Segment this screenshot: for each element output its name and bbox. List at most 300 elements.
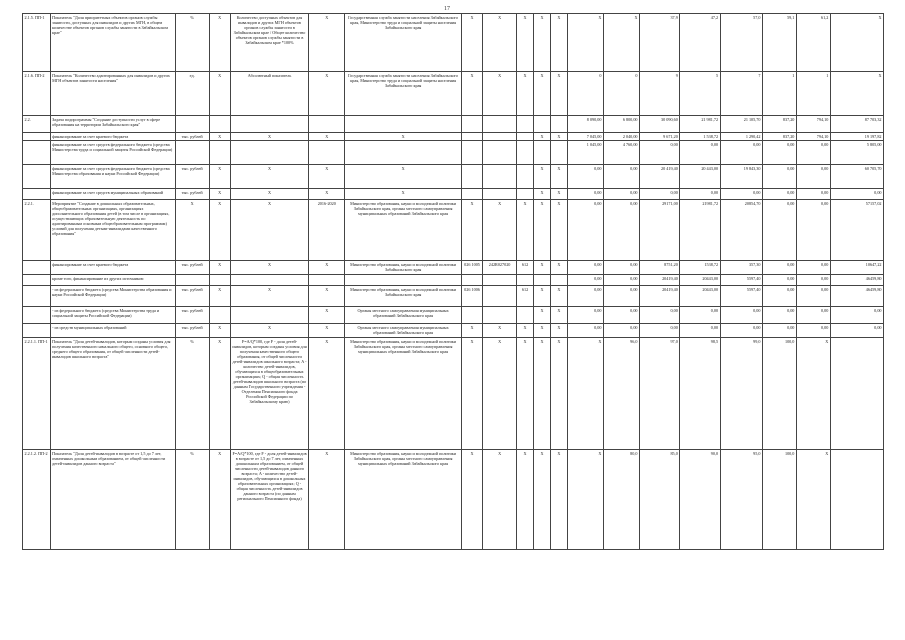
row-value-2: 0,00 (603, 324, 639, 338)
row-executor: X (345, 189, 462, 200)
row-period: X (309, 324, 345, 338)
row-code (23, 165, 51, 189)
row-value-5: 0,00 (720, 189, 762, 200)
row-executor: Министерство образования, науки и молодежной политики Забайкальского края, органы местного самоуправления муниципальных образований Забайкальского края (345, 450, 462, 550)
row-unit: тыс. рублей (175, 261, 209, 275)
row-value-5: 5597,40 (720, 275, 762, 286)
row-name: - из федерального бюджета (средства Министерства образования и науки Российской Федерации) (50, 286, 175, 307)
row-code-2 (483, 165, 517, 189)
row-value-5: 20854,70 (720, 200, 762, 261)
row-code-4: X (534, 165, 551, 189)
row-code-3 (517, 133, 534, 141)
row-col-4: X (209, 72, 230, 116)
row-name: Показатель "Доля приоритетных объектов органов службы занятости, доступных для инвалидов и других МГН, в общем количестве объектов органов службы занятости в Забайкальском крае" (50, 14, 175, 72)
row-value-1: 0,00 (567, 261, 603, 275)
row-value-7: 0,00 (796, 261, 830, 275)
row-value-5: 1 290,42 (720, 133, 762, 141)
row-code-3: X (517, 338, 534, 450)
row-code (23, 307, 51, 324)
table-row (23, 307, 884, 324)
row-value-8: X (830, 14, 883, 72)
row-code (23, 189, 51, 200)
row-code (23, 286, 51, 307)
table-row (23, 133, 884, 141)
row-value-8: 5 805,00 (830, 141, 883, 165)
row-code-1: 026 1006 (461, 286, 482, 307)
row-value-5: 0,00 (720, 141, 762, 165)
row-method: F=A/Q*100, где F - доля детей-инвалидов в возрасте от 1,5 до 7 лет, охваченных дошкольным образованием, от общей численности детей-инвалидов данного возраста; A - количество детей-инвалидов, обучающихся в дошкольных образовательных организациях; Q - общая численность детей-инвалидов данного возраста (по данным регионального Пенсионного фонда) (230, 450, 308, 550)
row-code-1 (461, 189, 482, 200)
row-value-1: 0 (567, 72, 603, 116)
row-code-2: X (483, 200, 517, 261)
row-value-7: 61,2 (796, 14, 830, 72)
row-period: X (309, 261, 345, 275)
row-value-7: X (796, 450, 830, 550)
row-col-4: X (209, 450, 230, 550)
row-unit: тыс. рублей (175, 286, 209, 307)
row-value-5: 19 843,30 (720, 165, 762, 189)
row-code-3: X (517, 72, 534, 116)
row-code-5: X (550, 72, 567, 116)
row-value-6: 0,00 (762, 261, 796, 275)
row-code-2: X (483, 324, 517, 338)
row-executor: Государственная служба занятости населения Забайкальского края, Министерство труда и социальной защиты населения Забайкальского края (345, 72, 462, 116)
row-value-2: 0,00 (603, 200, 639, 261)
row-value-6: 0,00 (762, 200, 796, 261)
row-col-4: X (209, 133, 230, 141)
row-executor: X (345, 165, 462, 189)
row-value-6: 0,00 (762, 324, 796, 338)
row-name: финансирование за счет краевого бюджета (50, 261, 175, 275)
row-value-7: X (796, 338, 830, 450)
row-value-6: 59,1 (762, 14, 796, 72)
row-executor: Органы местного самоуправления муниципальных образований Забайкальского края (345, 307, 462, 324)
row-value-2: 0,00 (603, 286, 639, 307)
row-code-3: X (517, 200, 534, 261)
row-code: 2.2.1. (23, 200, 51, 261)
row-code-3: X (517, 324, 534, 338)
row-value-3: 0,00 (640, 189, 680, 200)
row-value-1: 0,00 (567, 307, 603, 324)
row-period: X (309, 133, 345, 141)
table-row (23, 324, 884, 338)
row-value-4: 0,00 (680, 307, 720, 324)
row-code (23, 141, 51, 165)
row-code-4: X (534, 338, 551, 450)
row-value-1: X (567, 450, 603, 550)
row-value-3: 0,00 (640, 141, 680, 165)
row-name: - из федерального бюджета (средства Министерства труда и социальной защиты Российской Федерации) (50, 307, 175, 324)
row-code-3 (517, 165, 534, 189)
row-executor: X (345, 133, 462, 141)
table-row (23, 14, 884, 72)
row-code (23, 133, 51, 141)
row-code-3: X (517, 14, 534, 72)
row-code-1: X (461, 14, 482, 72)
row-unit: % (175, 14, 209, 72)
row-value-7: 0,00 (796, 307, 830, 324)
row-value-4: 1 538,72 (680, 133, 720, 141)
row-name: финансирование за счет краевого бюджета (50, 133, 175, 141)
row-method (230, 275, 308, 286)
row-value-4: 20443,00 (680, 275, 720, 286)
row-unit: X (175, 200, 209, 261)
row-code-2: X (483, 72, 517, 116)
table-row (23, 261, 884, 275)
row-code-1: X (461, 324, 482, 338)
row-code-5: X (550, 450, 567, 550)
row-value-8: 0,00 (830, 307, 883, 324)
row-code-1 (461, 275, 482, 286)
row-code: 2.1.6. ПП-2 (23, 72, 51, 116)
row-value-3: 8751,20 (640, 261, 680, 275)
row-period: X (309, 72, 345, 116)
row-value-4: 0,00 (680, 324, 720, 338)
row-code-1: X (461, 200, 482, 261)
row-code-1 (461, 141, 482, 165)
row-code-2 (483, 286, 517, 307)
row-unit: тыс. рублей (175, 165, 209, 189)
row-value-1: X (567, 338, 603, 450)
row-code-3 (517, 275, 534, 286)
row-unit (175, 141, 209, 165)
row-code-1 (461, 133, 482, 141)
row-method: X (230, 165, 308, 189)
row-code-4: X (534, 200, 551, 261)
row-col-4: X (209, 165, 230, 189)
page-number: 17 (444, 6, 450, 12)
row-value-4: 1538,72 (680, 261, 720, 275)
row-method: Количество доступных объектов для инвалидов и других МГН объектов органов службы занятости в Забайкальском крае / Общее количество объектов органов службы занятости в Забайкальском крае *100% (230, 14, 308, 72)
row-value-8: 57157,02 (830, 200, 883, 261)
row-value-3: 29171,00 (640, 200, 680, 261)
row-value-5: 99,0 (720, 338, 762, 450)
row-period: X (309, 450, 345, 550)
row-value-3: 97,0 (640, 338, 680, 450)
row-code-1: X (461, 338, 482, 450)
row-code-5: X (550, 307, 567, 324)
row-col-4: X (209, 14, 230, 72)
row-value-1: 0,00 (567, 165, 603, 189)
row-code-2 (483, 133, 517, 141)
row-value-7: 0,00 (796, 286, 830, 307)
row-value-3: 9 671,20 (640, 133, 680, 141)
row-value-1: 0,00 (567, 200, 603, 261)
row-code-3: 612 (517, 286, 534, 307)
row-value-8: 60 705,70 (830, 165, 883, 189)
row-code-2: X (483, 14, 517, 72)
row-value-1: 1 045,00 (567, 141, 603, 165)
row-code-5 (550, 116, 567, 133)
row-unit (175, 275, 209, 286)
table-row (23, 275, 884, 286)
row-method: Абсолютный показатель (230, 72, 308, 116)
row-value-6: 837,20 (762, 133, 796, 141)
row-code-1 (461, 307, 482, 324)
row-code-5: X (550, 324, 567, 338)
row-value-8: 0,00 (830, 324, 883, 338)
row-code-2 (483, 116, 517, 133)
row-code-2 (483, 275, 517, 286)
row-value-4: 20 443,00 (680, 165, 720, 189)
row-value-4: 98,5 (680, 338, 720, 450)
row-code-4 (534, 275, 551, 286)
row-value-7: 794,10 (796, 116, 830, 133)
row-code-4: X (534, 261, 551, 275)
row-value-7: 0,00 (796, 141, 830, 165)
row-value-2: 4 760,00 (603, 141, 639, 165)
row-code-1: X (461, 72, 482, 116)
row-unit: тыс. рублей (175, 189, 209, 200)
row-value-8: 46459,80 (830, 286, 883, 307)
row-code-3: 612 (517, 261, 534, 275)
row-value-6: 0,00 (762, 189, 796, 200)
row-executor: Министерство образования, науки и молодежной политики Забайкальского края, органы местного самоуправления муниципальных образований Забайкальского края (345, 338, 462, 450)
row-value-6: 0,00 (762, 307, 796, 324)
row-value-1: 7 045,00 (567, 133, 603, 141)
row-value-7: 0,00 (796, 275, 830, 286)
table-row (23, 189, 884, 200)
row-value-6: 837,20 (762, 116, 796, 133)
row-code-5: X (550, 286, 567, 307)
row-value-7: 0,00 (796, 324, 830, 338)
row-unit: ед. (175, 72, 209, 116)
row-value-8 (830, 450, 883, 550)
row-executor (345, 116, 462, 133)
row-name: финансирование за счет средств муниципальных образований (50, 189, 175, 200)
table-row (23, 286, 884, 307)
row-code-4 (534, 116, 551, 133)
row-period: X (309, 338, 345, 450)
row-name: Показатель "Доля детей-инвалидов в возрасте от 1,5 до 7 лет, охваченных дошкольным образованием, от общей численности детей-инвалидов данного возраста" (50, 450, 175, 550)
row-code: 2.2.1.2. ПП-2 (23, 450, 51, 550)
row-value-5: 357,30 (720, 261, 762, 275)
row-unit: % (175, 450, 209, 550)
row-value-2: 0,00 (603, 307, 639, 324)
row-code-3 (517, 307, 534, 324)
table-row (23, 165, 884, 189)
row-value-8: 19 197,82 (830, 133, 883, 141)
row-code-4: X (534, 72, 551, 116)
row-value-3: 20419,40 (640, 275, 680, 286)
row-period (309, 141, 345, 165)
row-code-1 (461, 165, 482, 189)
row-name: - из средств муниципальных образований (50, 324, 175, 338)
row-value-3: 30 090,60 (640, 116, 680, 133)
row-unit (175, 116, 209, 133)
row-code-5 (550, 275, 567, 286)
row-code-2 (483, 307, 517, 324)
row-method: X (230, 324, 308, 338)
row-method: X (230, 261, 308, 275)
row-value-2: 0,00 (603, 261, 639, 275)
row-code-5: X (550, 133, 567, 141)
row-method: X (230, 286, 308, 307)
row-name: финансирование за счет средств федерального бюджета (средства Министерства труда и социальной защиты Российской Федерации) (50, 141, 175, 165)
row-value-2: 0,00 (603, 275, 639, 286)
row-value-2: X (603, 14, 639, 72)
row-value-2: 6 800,00 (603, 116, 639, 133)
row-value-1: 0,00 (567, 324, 603, 338)
row-period: X (309, 307, 345, 324)
row-period: X (309, 286, 345, 307)
row-value-8: 0,00 (830, 189, 883, 200)
row-code (23, 261, 51, 275)
row-value-2: 0 (603, 72, 639, 116)
row-value-7: 0,00 (796, 165, 830, 189)
row-code-5: X (550, 165, 567, 189)
row-value-2: 96,0 (603, 338, 639, 450)
row-col-4 (209, 307, 230, 324)
row-name: кроме того, финансирование из других источников: (50, 275, 175, 286)
row-code-1: 026 1005 (461, 261, 482, 275)
row-code-5: X (550, 200, 567, 261)
row-value-4: 90,0 (680, 450, 720, 550)
row-value-6: 1 (762, 72, 796, 116)
row-code: 2.1.5. ПП-1 (23, 14, 51, 72)
row-value-4: 0,00 (680, 189, 720, 200)
row-executor: Министерство образования, науки и молодежной политики Забайкальского края (345, 261, 462, 275)
row-col-4 (209, 116, 230, 133)
row-value-6: 0,00 (762, 141, 796, 165)
row-value-4: 20443,00 (680, 286, 720, 307)
row-period: X (309, 165, 345, 189)
row-unit: тыс. рублей (175, 324, 209, 338)
row-executor: Государственная служба занятости населения Забайкальского края, Министерство труда и социальной защиты населения Забайкальского края (345, 14, 462, 72)
row-code-4: X (534, 324, 551, 338)
row-period: X (309, 189, 345, 200)
row-col-4 (209, 275, 230, 286)
row-value-3: 9 (640, 72, 680, 116)
row-value-2: 2 040,00 (603, 133, 639, 141)
row-code: 2.2.1.1. ПП-1 (23, 338, 51, 450)
row-code-1 (461, 116, 482, 133)
row-value-6: 0,00 (762, 165, 796, 189)
row-method: F=A/Q*100, где F - доля детей-инвалидов, которым созданы условия для получения качественного общего образования, от общей численности детей-инвалидов школьного возраста; A - количество детей-инвалидов, обучающихся в общеобразовательных организациях; Q - общая численность детей-инвалидов школьного возраста (по данным Государственного учреждения - Отделения Пенсионного фонда Российской Федерации по Забайкальскому краю) (230, 338, 308, 450)
row-code-5: X (550, 14, 567, 72)
row-value-5: 7 (720, 72, 762, 116)
row-value-2: 80,0 (603, 450, 639, 550)
row-code-5 (550, 141, 567, 165)
row-code-2: 242R027020 (483, 261, 517, 275)
row-value-1: 8 090,00 (567, 116, 603, 133)
row-code-5: X (550, 189, 567, 200)
row-executor: Органы местного самоуправления муниципальных образований Забайкальского края (345, 324, 462, 338)
row-name: Задача подпрограммы "Создание доступности услуг в сфере образования на территории Забайкальского края" (50, 116, 175, 133)
table-row (23, 200, 884, 261)
row-executor (345, 141, 462, 165)
table-row (23, 141, 884, 165)
row-value-6: 100,0 (762, 338, 796, 450)
row-name: Показатель "Количество адаптированных для инвалидов и других МГН объектов занятости населения" (50, 72, 175, 116)
program-table (22, 13, 884, 550)
table-row (23, 338, 884, 450)
row-value-7: 1 (796, 72, 830, 116)
row-value-4: 21 981,72 (680, 116, 720, 133)
row-value-1: 0,00 (567, 275, 603, 286)
row-name: Мероприятие "Создание в дошкольных образовательных, общеобразовательных организациях, организациях дополнительного образования детей (в том числе в организациях, осуществляющих образовательную деятельность по адаптированным основным общеобразовательным программам) условий для получения детьми-инвалидами качественного образования" (50, 200, 175, 261)
row-code-4: X (534, 450, 551, 550)
row-value-4: 47,2 (680, 14, 720, 72)
row-name: финансирование за счет средств федерального бюджета (средства Министерства образования и науки Российской Федерации) (50, 165, 175, 189)
table-row (23, 116, 884, 133)
row-value-7: 0,00 (796, 200, 830, 261)
row-code-3 (517, 189, 534, 200)
row-value-1: 0,00 (567, 286, 603, 307)
row-value-5: 21 105,70 (720, 116, 762, 133)
row-executor (345, 275, 462, 286)
table-row (23, 72, 884, 116)
row-period (309, 275, 345, 286)
row-method: X (230, 133, 308, 141)
row-code-2 (483, 141, 517, 165)
row-value-4: 21981,72 (680, 200, 720, 261)
row-code-4: X (534, 286, 551, 307)
row-value-3: 0,00 (640, 307, 680, 324)
row-value-6: 100,0 (762, 450, 796, 550)
row-period: 2016-2020 (309, 200, 345, 261)
row-value-5: 95,0 (720, 450, 762, 550)
row-value-8: X (830, 72, 883, 116)
row-code (23, 275, 51, 286)
row-value-4: 0,00 (680, 141, 720, 165)
row-value-5: 57,0 (720, 14, 762, 72)
row-value-5: 5597,40 (720, 286, 762, 307)
row-value-6: 0,00 (762, 275, 796, 286)
row-value-2: 0,00 (603, 165, 639, 189)
row-code-2: X (483, 450, 517, 550)
row-executor: Министерство образования, науки и молодежной политики Забайкальского края (345, 286, 462, 307)
row-code-5: X (550, 338, 567, 450)
row-value-3: 0,00 (640, 324, 680, 338)
row-code: 2.2. (23, 116, 51, 133)
row-code-3 (517, 116, 534, 133)
row-code-2: X (483, 338, 517, 450)
row-code-4 (534, 141, 551, 165)
row-col-4: X (209, 324, 230, 338)
row-executor: Министерство образования, науки и молодежной политики Забайкальского края, органы местного самоуправления муниципальных образований Забайкальского края (345, 200, 462, 261)
row-code-3 (517, 141, 534, 165)
row-period (309, 116, 345, 133)
row-method (230, 141, 308, 165)
row-method (230, 116, 308, 133)
row-col-4: X (209, 200, 230, 261)
row-code-2 (483, 189, 517, 200)
row-code-4: X (534, 189, 551, 200)
row-value-8 (830, 338, 883, 450)
row-code-5: X (550, 261, 567, 275)
row-method: X (230, 189, 308, 200)
row-col-4 (209, 141, 230, 165)
row-value-5: 0,00 (720, 324, 762, 338)
row-value-8: 87 703,32 (830, 116, 883, 133)
row-value-2: 0,00 (603, 189, 639, 200)
row-unit: % (175, 338, 209, 450)
row-code-1: X (461, 450, 482, 550)
row-col-4: X (209, 189, 230, 200)
row-value-7: 794,10 (796, 133, 830, 141)
row-code-4: X (534, 14, 551, 72)
row-value-5: 0,00 (720, 307, 762, 324)
row-col-4: X (209, 286, 230, 307)
row-value-4: 5 (680, 72, 720, 116)
row-col-4: X (209, 261, 230, 275)
row-value-7: 0,00 (796, 189, 830, 200)
row-code (23, 324, 51, 338)
row-unit: тыс. рублей (175, 307, 209, 324)
row-value-6: 0,00 (762, 286, 796, 307)
table-row (23, 450, 884, 550)
